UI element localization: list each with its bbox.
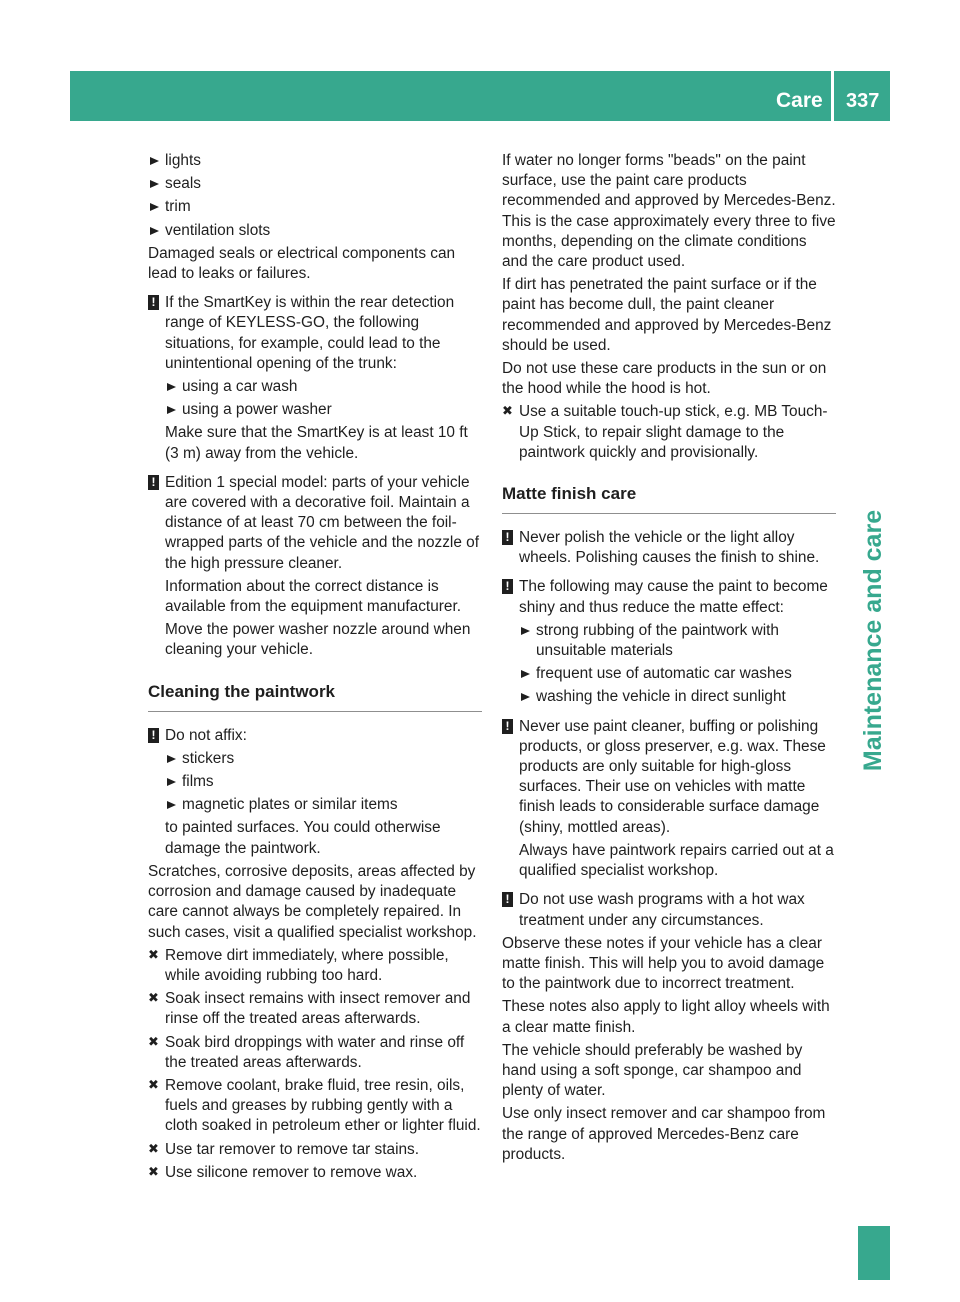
body-text: Damaged seals or electrical components can lead to leaks or failures. (148, 244, 456, 283)
list-item: ventilation slots (148, 221, 482, 241)
instruction-step: ✖ Remove dirt immediately, where possible, while avoiding rubbing too hard. (148, 946, 482, 986)
list-item: using a car wash (165, 377, 482, 397)
warning-note (148, 473, 482, 661)
warning-text: Information about the correct distance is available from the equipment manufacturer. (165, 577, 462, 616)
body-text: Do not use these care products in the sun or on the hood while the hood is hot. (502, 360, 827, 398)
instruction-step: ✖ Use a suitable touch-up stick, e.g. MB Touch-Up Stick, to repair slight damage to the paintwork quickly and provisionally. (502, 402, 836, 463)
list-item: frequent use of automatic car washes (519, 664, 836, 684)
warning-icon: ! (502, 719, 513, 734)
warning-icon: ! (502, 530, 513, 545)
warning-text: Do not use wash programs with a hot wax treatment under any circumstances. (519, 891, 805, 929)
chapter-side-label (858, 480, 890, 800)
warning-icon: ! (148, 475, 159, 490)
page-number: 337 (846, 90, 880, 112)
warning-note (148, 726, 482, 859)
warning-note (148, 293, 482, 464)
warning-text: Always have paintwork repairs carried out at a qualified specialist workshop. (519, 841, 834, 880)
body-text: These notes also apply to light alloy wheels with a clear matte finish. (502, 998, 830, 1036)
list-item: magnetic plates or similar items (165, 795, 482, 815)
warning-icon: ! (148, 728, 159, 743)
warning-text: Never polish the vehicle or the light alloy wheels. Polishing causes the finish to shine. (519, 529, 820, 567)
section-heading: Matte finish care (502, 483, 836, 514)
warning-text: Move the power washer nozzle around when cleaning your vehicle. (165, 621, 471, 659)
body-text: If water no longer forms "beads" on the paint surface, use the paint care products recommended and approved by Mercedes-Benz. This is the case approximately every three to five months, depending on the climate conditions and the care product used. (502, 152, 836, 271)
chapter-label-text: Maintenance and care (859, 509, 888, 771)
list-item: films (165, 772, 482, 792)
section-title: Care (776, 89, 823, 112)
warning-note (502, 577, 836, 707)
list-item: washing the vehicle in direct sunlight (519, 687, 836, 707)
list-item: stickers (165, 749, 482, 769)
warning-icon: ! (148, 295, 159, 310)
right-column (502, 151, 836, 1168)
warning-text: Edition 1 special model: parts of your vehicle are covered with a decorative foil. Maintain a distance of at least 70 cm between the foil-wrapped parts of the vehicle and the nozzle of the high pressure cleaner. (165, 473, 479, 572)
warning-text: Never use paint cleaner, buffing or polishing products, or gloss preserver, e.g. wax. These products are only suitable for high-gloss surfaces. Their use on vehicles with matte finish leads to considerable surface damage (shiny, mottled areas). (519, 717, 826, 836)
instruction-step: ✖ Soak bird droppings with water and rinse off the treated areas afterwards. (148, 1033, 482, 1073)
instruction-step: ✖ Use silicone remover to remove wax. (148, 1163, 482, 1183)
body-text: Scratches, corrosive deposits, areas affected by corrosion and damage caused by inadequate care cannot always be completely repaired. In such cases, visit a qualified specialist workshop. (148, 862, 477, 941)
warning-text: Do not affix: (165, 726, 247, 744)
warning-text: The following may cause the paint to become shiny and thus reduce the matte effect: (519, 578, 828, 616)
body-text: If dirt has penetrated the paint surface or if the paint has become dull, the paint cleaner recommended and approved by Mercedes-Benz should be used. (502, 276, 832, 354)
warning-note (502, 717, 836, 882)
list-item: seals (148, 174, 482, 194)
body-text: Observe these notes if your vehicle has a clear matte finish. This will help you to avoid damage to the paintwork due to incorrect treatment. (502, 934, 825, 993)
section-heading: Cleaning the paintwork (148, 681, 482, 712)
instruction-step: ✖ Soak insect remains with insect remover and rinse off the treated areas afterwards. (148, 989, 482, 1029)
warning-note (502, 528, 836, 568)
warning-icon: ! (502, 579, 513, 594)
chapter-tab-marker (858, 1226, 890, 1280)
warning-icon: ! (502, 892, 513, 907)
left-column (148, 151, 482, 1186)
list-item: using a power washer (165, 400, 482, 420)
list-item: strong rubbing of the paintwork with unsuitable materials (519, 621, 836, 661)
warning-note (502, 890, 836, 930)
header-bar (70, 71, 890, 121)
warning-text: If the SmartKey is within the rear detection range of KEYLESS-GO, the following situations, for example, could lead to the unintentional opening of the trunk: (165, 294, 455, 372)
body-text: Use only insect remover and car shampoo from the range of approved Mercedes-Benz care products. (502, 1105, 826, 1163)
warning-text: to painted surfaces. You could otherwise damage the paintwork. (165, 819, 441, 857)
list-item: trim (148, 197, 482, 217)
list-item: lights (148, 151, 482, 171)
instruction-step: ✖ Remove coolant, brake fluid, tree resin, oils, fuels and greases by rubbing gently with a cloth soaked in petroleum ether or lighter fluid. (148, 1076, 482, 1137)
header-divider (831, 71, 834, 121)
body-text: The vehicle should preferably be washed by hand using a soft sponge, car shampoo and plenty of water. (502, 1041, 803, 1100)
instruction-step: ✖ Use tar remover to remove tar stains. (148, 1140, 482, 1160)
warning-text: Make sure that the SmartKey is at least 10 ft (3 m) away from the vehicle. (165, 424, 468, 462)
